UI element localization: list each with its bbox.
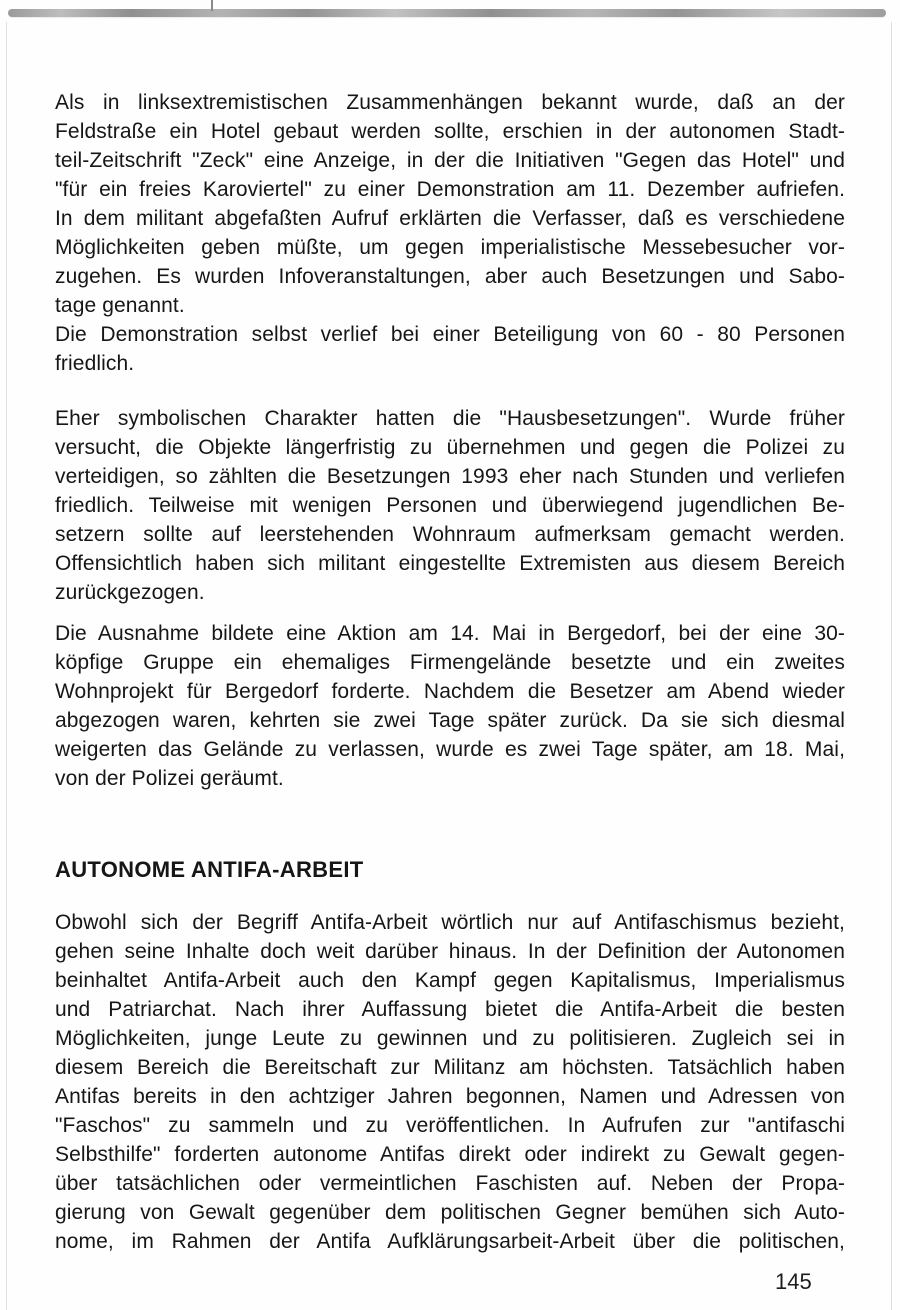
text-line: gierung von Gewalt gegenüber dem politischen Gegner bemühen sich Auto- bbox=[55, 1201, 845, 1224]
text-line: diesem Bereich die Bereitschaft zur Militanz am höchsten. Tatsächlich haben bbox=[55, 1056, 845, 1079]
text-line: "für ein freies Karoviertel" zu einer Demonstration am 11. Dezember aufriefen. bbox=[55, 178, 845, 201]
page-number: 145 bbox=[775, 1269, 812, 1294]
text-line: Antifas bereits in den achtziger Jahren begonnen, Namen und Adressen von bbox=[55, 1085, 845, 1108]
text-line: zugehen. Es wurden Infoveranstaltungen, aber auch Besetzungen und Sabo- bbox=[55, 265, 845, 288]
text-line: In dem militant abgefaßten Aufruf erklärten die Verfasser, daß es verschiedene bbox=[55, 207, 845, 230]
text-line: setzern sollte auf leerstehenden Wohnraum aufmerksam gemacht werden. bbox=[55, 523, 845, 546]
text-line: beinhaltet Antifa-Arbeit auch den Kampf gegen Kapitalismus, Imperialismus bbox=[55, 969, 845, 992]
text-line: Offensichtlich haben sich militant eingestellte Extremisten aus diesem Bereich bbox=[55, 552, 845, 575]
text-line: und Patriarchat. Nach ihrer Auffassung bietet die Antifa-Arbeit die besten bbox=[55, 998, 845, 1021]
paragraph-hausbesetzungen bbox=[55, 404, 845, 607]
scan-edge-left bbox=[6, 22, 7, 1310]
text-line: verteidigen, so zählten die Besetzungen 1993 eher nach Stunden und verliefen bbox=[55, 465, 845, 488]
text-line: abgezogen waren, kehrten sie zwei Tage später zurück. Da sie sich diesmal bbox=[55, 709, 845, 732]
scan-tick-mark bbox=[211, 0, 213, 11]
text-line: nome, im Rahmen der Antifa Aufklärungsarbeit-Arbeit über die politischen, bbox=[55, 1230, 845, 1253]
text-line: Wohnprojekt für Bergedorf forderte. Nachdem die Besetzer am Abend wieder bbox=[55, 680, 845, 703]
paragraph-bergedorf bbox=[55, 619, 845, 793]
text-line: Die Ausnahme bildete eine Aktion am 14. Mai in Bergedorf, bei der eine 30- bbox=[55, 622, 845, 645]
paragraph-hotel-demo bbox=[55, 88, 845, 378]
text-line: teil-Zeitschrift "Zeck" eine Anzeige, in der die Initiativen "Gegen das Hotel" und bbox=[55, 149, 845, 172]
text-line: gehen seine Inhalte doch weit darüber hinaus. In der Definition der Autonomen bbox=[55, 940, 845, 963]
section-heading: AUTONOME ANTIFA-ARBEIT bbox=[55, 857, 364, 882]
text-line: weigerten das Gelände zu verlassen, wurde es zwei Tage später, am 18. Mai, bbox=[55, 738, 845, 761]
text-line: tage genannt. bbox=[55, 294, 185, 317]
text-line: "Faschos" zu sammeln und zu veröffentlichen. In Aufrufen zur "antifaschi bbox=[55, 1114, 845, 1137]
text-line: zurückgezogen. bbox=[55, 581, 205, 604]
text-line: über tatsächlichen oder vermeintlichen Faschisten auf. Neben der Propa- bbox=[55, 1172, 845, 1195]
text-line: Möglichkeiten, junge Leute zu gewinnen und zu politisieren. Zugleich sei in bbox=[55, 1027, 845, 1050]
text-line: Eher symbolischen Charakter hatten die "Hausbesetzungen". Wurde früher bbox=[55, 407, 845, 430]
text-line: versucht, die Objekte längerfristig zu übernehmen und gegen die Polizei zu bbox=[55, 436, 845, 459]
body-text bbox=[55, 88, 845, 1256]
text-line: Selbsthilfe" forderten autonome Antifas direkt oder indirekt zu Gewalt gegen- bbox=[55, 1143, 845, 1166]
text-line: Die Demonstration selbst verlief bei einer Beteiligung von 60 - 80 Personen bbox=[55, 323, 845, 346]
text-line: Feldstraße ein Hotel gebaut werden sollte, erschien in der autonomen Stadt- bbox=[55, 120, 845, 143]
text-line: köpfige Gruppe ein ehemaliges Firmengelände besetzte und ein zweites bbox=[55, 651, 845, 674]
paragraph-antifa-arbeit bbox=[55, 908, 845, 1256]
text-line: Obwohl sich der Begriff Antifa-Arbeit wörtlich nur auf Antifaschismus bezieht, bbox=[55, 911, 845, 934]
text-line: friedlich. bbox=[55, 352, 135, 375]
scan-top-band bbox=[8, 9, 886, 17]
scan-edge-right bbox=[891, 22, 892, 1310]
text-line: friedlich. Teilweise mit wenigen Personen und überwiegend jugendlichen Be- bbox=[55, 494, 845, 517]
text-line: von der Polizei geräumt. bbox=[55, 767, 284, 790]
text-line: Als in linksextremistischen Zusammenhängen bekannt wurde, daß an der bbox=[55, 91, 845, 114]
text-line: Möglichkeiten geben müßte, um gegen imperialistische Messebesucher vor- bbox=[55, 236, 845, 259]
